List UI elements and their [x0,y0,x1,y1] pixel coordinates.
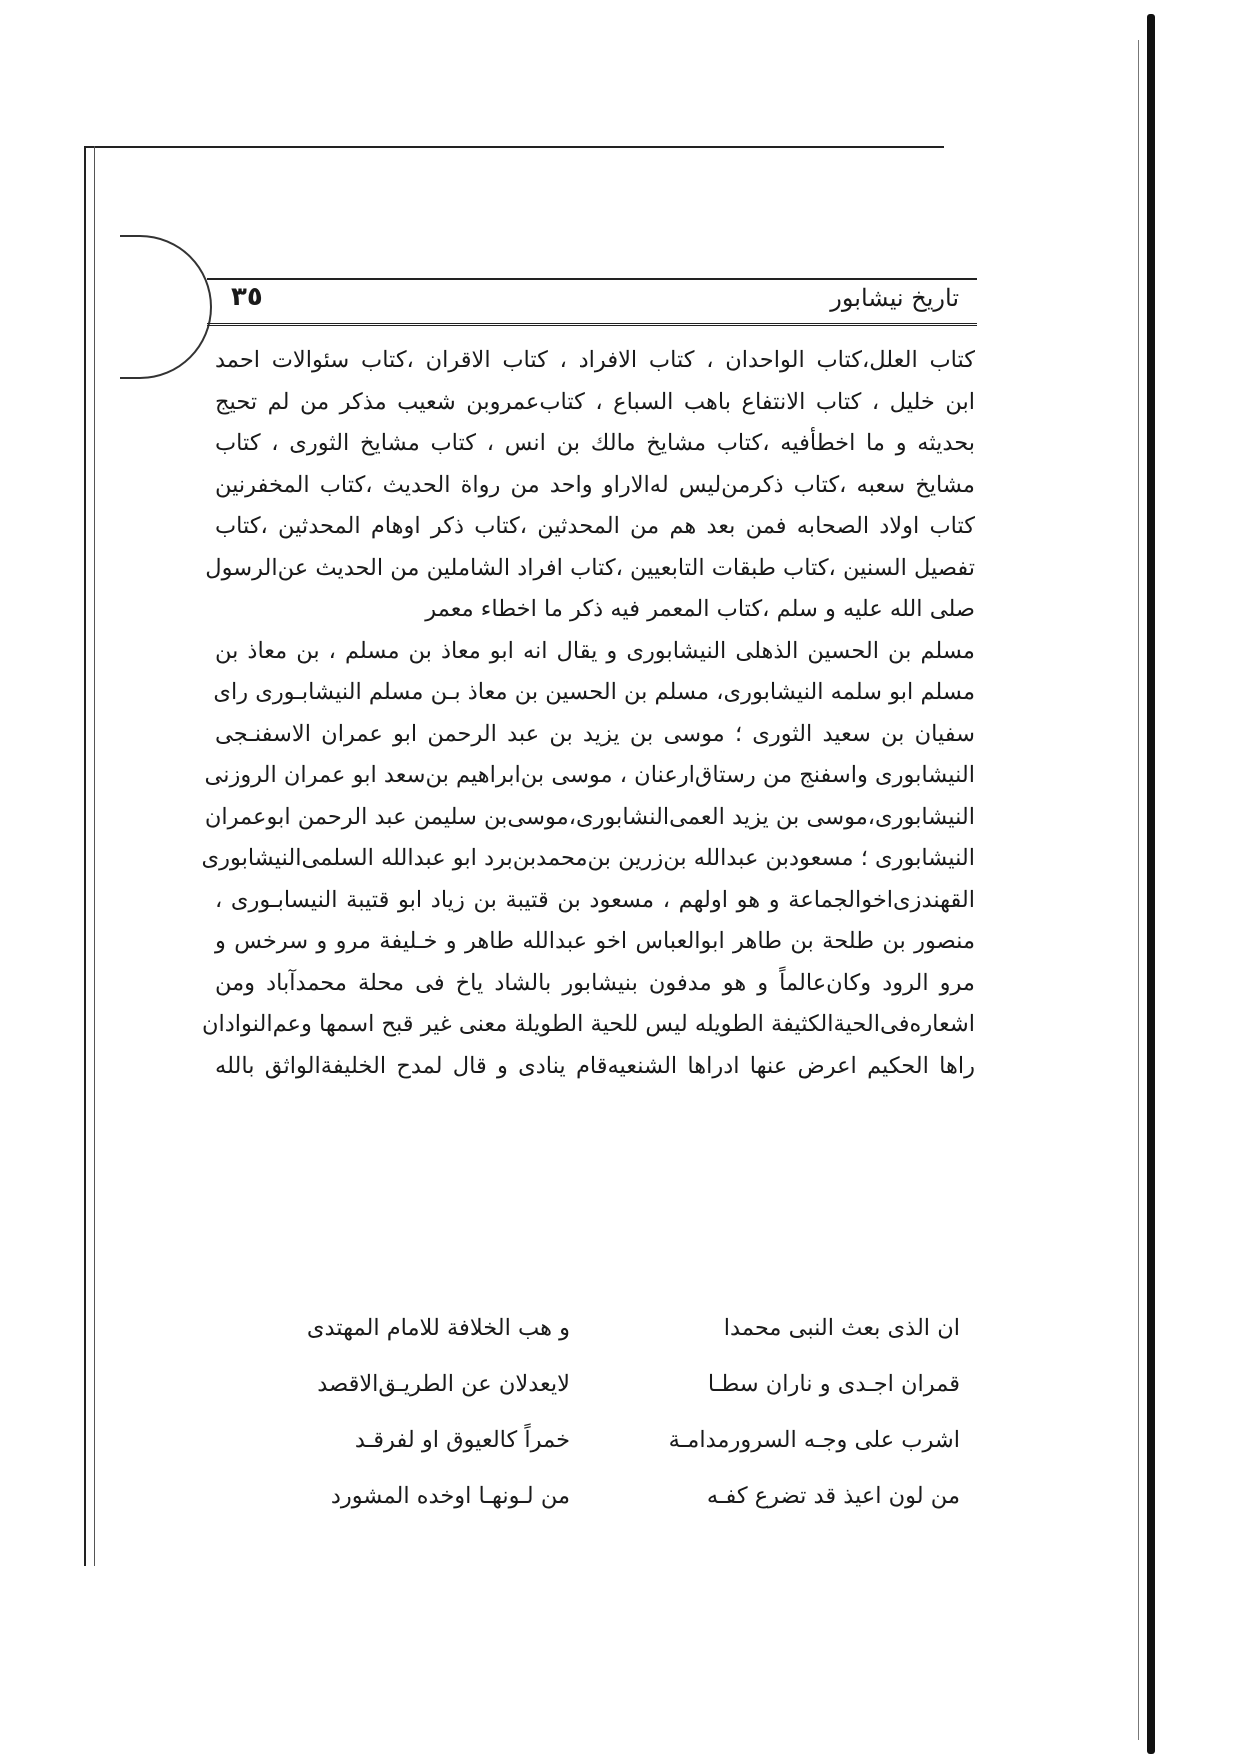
body-text [201,340,975,1087]
hemistich-second: خمراً كالعيوق او لفرقـد [354,1427,570,1453]
text-line: تفصيل السنين ،كتاب طبقات التابعيين ،كتاب افراد الشاملين من الحديث عن‌الرسول [205,554,975,581]
scan-border-left [84,146,86,1566]
hemistich-first: من لون اعيذ قد تضرع كفـه [706,1483,960,1509]
hemistich-first: قمران اجـدى و ناران سطـا [707,1371,960,1397]
scan-border-top [84,146,944,148]
poem-couplet [240,1356,960,1412]
hemistich-first: ان الذى بعث النبى محمدا [723,1315,960,1341]
header-rule-top [207,278,977,280]
poem-couplet [240,1468,960,1524]
text-line: كتاب اولاد الصحابه فمن بعد هم من المحدثين ،كتاب ذكر اوهام المحدثين ،كتاب [215,513,975,539]
running-title: تاريخ نيشابور [830,284,959,312]
text-line: النيشابورى ؛ مسعودبن عبدالله بن‌زرين بن‌محمدبن‌برد ابو عبدالله السلمى‌النيشابورى [201,845,975,871]
text-line: مسلم ابو سلمه النيشابورى، مسلم بن الحسين بن معاذ بـن مسلم النيشابـورى راى [213,679,975,705]
text-line: راها الحكيم اعرض عنها ادراها الشنعيه‌قام ينادى و قال لمدح الخليفة‌الواثق بالله [215,1052,975,1079]
text-line: منصور بن طلحة بن طاهر ابوالعباس اخو عبدالله طاهر و خـليفة مرو و سرخس و [215,928,975,954]
poem [240,1300,960,1524]
page-number: ٣٥ [231,282,263,312]
book-binding-line [1138,40,1139,1740]
text-line: اشعاره‌فى‌الحية‌الكثيفة الطويله ليس للحية الطويلة معنى غير قبح اسمها وعم‌النوادان [202,1011,975,1037]
text-line: ابن خليل ، كتاب الانتفاع باهب السباع ، كتاب‌عمروبن شعيب مذكر من لم تحيج [215,388,975,415]
header-rule-bottom [207,323,977,326]
text-line: كتاب العلل،كتاب الواحدان ، كتاب الافراد ، كتاب الاقران ،كتاب سئوالات احمد [215,347,975,373]
scan-border-left-inner [94,146,95,1566]
hemistich-second: لايعدلان عن الطريـق‌الاقصد [317,1371,570,1397]
paragraph-book-list [205,340,975,631]
hemistich-second: من لـونهـا اوخده المشورد [330,1483,570,1509]
hemistich-first: اشرب على وجـه السرورمدامـة [668,1427,960,1453]
text-line: بحديثه و ما اخطأفيه ،كتاب مشايخ مالك بن انس ، كتاب مشايخ الثورى ، كتاب [215,430,975,456]
text-line: النيشابورى واسفنج من رستاق‌ارعنان ، موسى بن‌ابراهيم بن‌سعد ابو عمران الروزنى [204,762,975,788]
poem-couplet [240,1300,960,1356]
text-line: سفيان بن سعيد الثورى ؛ موسى بن يزيد بن عبد الرحمن ابو عمران الاسفنـجى [215,720,975,747]
book-binding-shadow [1147,14,1155,1754]
text-line: مرو الرود وكان‌عالماً و هو مدفون بنيشابور بالشاد ياخ فى محلة محمدآباد ومن [215,969,975,996]
text-line: مشايخ سعبه ،كتاب ذكرمن‌ليس له‌الاراو واحد من رواة الحديث ،كتاب المخفرنين [215,471,975,498]
text-line: مسلم بن الحسين الذهلى النيشابورى و يقال انه ابو معاذ بن مسلم ، بن معاذ بن [215,637,975,664]
text-line: صلى الله عليه و سلم ،كتاب المعمر فيه ذكر ما اخطاء معمر [425,596,975,622]
hemistich-second: و هب الخلافة للامام المهتدى [306,1315,570,1341]
poem-couplet [240,1412,960,1468]
text-line: النيشابورى،موسى بن يزيد العمى‌النشابورى،موسى‌بن سليمن عبد الرحمن ابوعمران [204,803,975,830]
paragraph-biographies [201,631,975,1088]
text-line: القهندزى‌اخوالجماعة و هو اولهم ، مسعود بن قتيبة بن زياد ابو قتيبة النيسابـورى ، [215,886,975,913]
scan-arc-mark [120,235,212,379]
page-header [207,278,977,326]
